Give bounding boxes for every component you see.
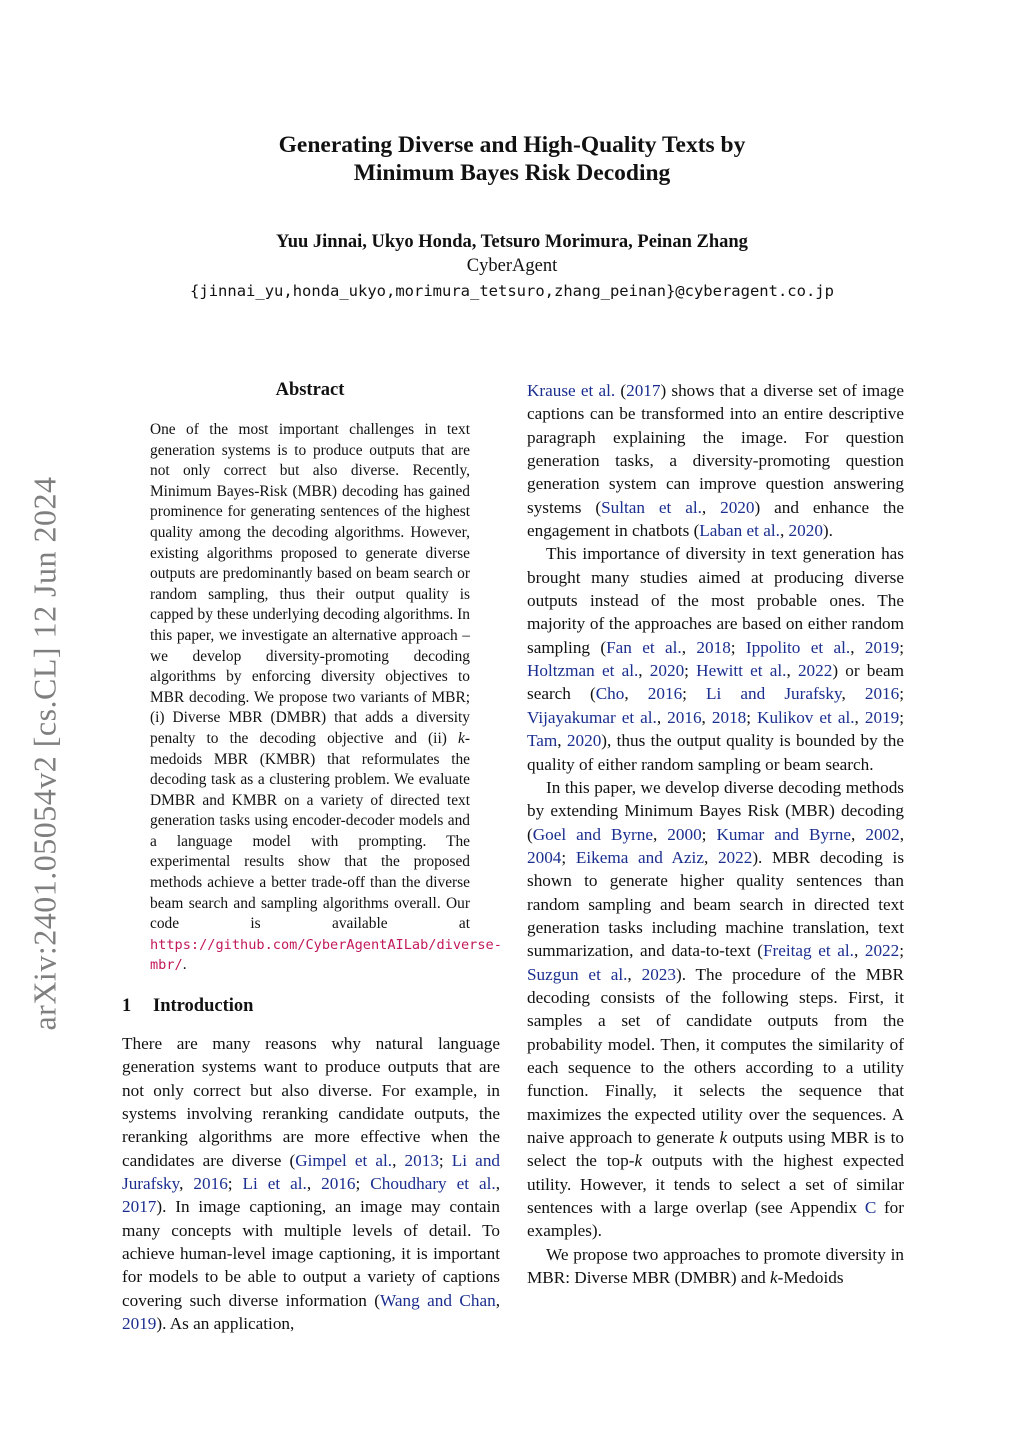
citation-link[interactable]: Li and Jurafsky	[122, 1150, 501, 1194]
text-run: ;	[684, 661, 697, 681]
section-number: 1	[122, 996, 132, 1016]
author-emails: {jinnai_yu,honda_ukyo,morimura_tetsuro,zhang_peinan}@cyberagent.co.jp	[190, 282, 834, 300]
text-run: ,	[652, 824, 668, 844]
citation-link[interactable]: 2019	[864, 707, 900, 727]
citation-link[interactable]: Holtzman et al.	[527, 661, 639, 681]
citation-link[interactable]: Krause et al.	[527, 381, 616, 400]
text-run: ,	[495, 1290, 501, 1310]
text-run: ,	[899, 824, 905, 844]
text-run: (	[615, 381, 627, 400]
citation-link[interactable]: Fan et al.	[606, 637, 682, 657]
citation-link[interactable]: Gimpel et al.	[295, 1150, 393, 1170]
citation-link[interactable]: Wang and Chan	[380, 1290, 496, 1310]
citation-link[interactable]: 2016	[193, 1174, 228, 1194]
citation-link[interactable]: Freitag et al.	[762, 941, 854, 961]
citation-link[interactable]: 2016	[321, 1174, 356, 1194]
citation-link[interactable]: 2016	[667, 707, 702, 727]
citation-link[interactable]: 2022	[797, 661, 833, 681]
text-run: ;	[899, 941, 904, 961]
text-run: ,	[779, 521, 789, 541]
text-run: ;	[701, 824, 717, 844]
author-list: Yuu Jinnai, Ukyo Honda, Tetsuro Morimura, Peinan Zhang	[276, 232, 748, 252]
citation-link[interactable]: Hewitt et al.	[696, 661, 787, 681]
title-line-2: Minimum Bayes Risk Decoding	[353, 160, 671, 186]
citation-link[interactable]: 2022	[717, 847, 753, 867]
text-run: ,	[786, 661, 798, 681]
citation-link[interactable]: 2002	[865, 824, 900, 844]
text-run: ,	[392, 1150, 405, 1170]
text-run: ,	[557, 731, 567, 751]
citation-link[interactable]: 2020	[649, 661, 685, 681]
citation-link[interactable]: Suzgun et al.	[527, 964, 628, 984]
text-run: In this paper, we develop diverse decoding methods by extending Minimum Bayes Risk (MBR) decoding (	[527, 777, 904, 844]
citation-link[interactable]: 2013	[404, 1150, 439, 1170]
text-run: ,	[841, 684, 865, 704]
citation-link[interactable]: Ippolito et al.	[745, 637, 851, 657]
citation-link[interactable]: Choudhary et al.	[370, 1174, 496, 1194]
text-run: outputs using MBR is to select the top-	[527, 1128, 905, 1171]
citation-link[interactable]: 2016	[647, 684, 683, 704]
text-run: ,	[701, 497, 721, 517]
text-run: ,	[627, 964, 642, 984]
text-run: ;	[438, 1150, 452, 1170]
math-k: k	[719, 1128, 728, 1147]
abstract-text-b: -medoids MBR (KMBR) that reformulates the decoding task as a clustering problem. We evaluate DMBR and KMBR on a variety of directed text generation tasks using encoder-decoder models and a language model with prompting. The experimental results show that the proposed methods achieve a better trade-off than the diverse beam search and sampling algorithms overall. Our code is available at	[150, 729, 470, 933]
citation-link[interactable]: 2019	[122, 1314, 157, 1334]
appendix-link[interactable]: C	[864, 1198, 877, 1218]
citation-link[interactable]: 2004	[527, 847, 562, 867]
abstract-text-a: One of the most important challenges in text generation systems is to produce outputs that are not only correct but also diverse. Recently, Minimum Bayes-Risk (MBR) decoding has gained prominence for generating sentences of the highest quality among the decoding algorithms. However, existing algorithms proposed to generate diverse outputs are predominantly based on beam search or random sampling, thus their output quality is capped by these underlying decoding algorithms. In this paper, we investigate an alternative approach – we develop diversity-promoting decoding algorithms by enforcing diversity objectives to MBR decoding. We propose two variants of MBR; (i) Diverse MBR (DMBR) that adds a diversity penalty to the decoding objective and (ii)	[150, 421, 470, 747]
citation-link[interactable]: 2000	[667, 824, 702, 844]
intro-paragraph-2	[527, 379, 904, 542]
intro-paragraph-3	[527, 542, 904, 775]
abstract-end: .	[182, 956, 187, 974]
citation-link[interactable]: 2016	[864, 684, 900, 704]
text-run: ,	[306, 1174, 322, 1194]
abstract-k-symbol: k	[458, 729, 465, 747]
text-run: ). In image captioning, an image may contain many concepts with multiple levels of detail. To achieve human-level image captioning, it is important for models to be able to output a variety of captions covering such diverse information (	[122, 1197, 500, 1310]
text-run: ,	[638, 661, 650, 681]
citation-link[interactable]: Sultan et al.	[601, 497, 702, 517]
affiliation: CyberAgent	[466, 256, 558, 276]
abstract-body	[150, 420, 502, 976]
text-run: for examples).	[527, 1198, 904, 1241]
text-run: ) or beam search (	[527, 661, 904, 704]
text-run: ,	[701, 707, 712, 727]
arxiv-identifier	[22, 452, 68, 1054]
intro-right-column	[527, 379, 904, 1289]
text-run: ,	[853, 941, 865, 961]
text-run: ). MBR decoding is shown to generate higher quality sentences than random sampling and beam search in directed text generation tasks including machine translation, text summarization, and data-to-text (	[527, 847, 905, 961]
text-run: ,	[624, 684, 648, 704]
citation-link[interactable]: Li and Jurafsky	[706, 684, 842, 704]
text-run: ;	[746, 707, 758, 727]
citation-link[interactable]: Tam	[527, 731, 558, 751]
text-run: ,	[681, 637, 697, 657]
section-title: Introduction	[153, 996, 254, 1016]
text-run: ) and enhance the engagement in chatbots (	[527, 497, 905, 541]
intro-paragraph-4	[527, 776, 904, 1243]
text-run: -Medoids	[777, 1268, 844, 1288]
text-run: ;	[227, 1174, 243, 1194]
text-run: There are many reasons why natural language generation systems want to produce outputs that are not only correct but also diverse. For example, in systems involving reranking candidate outputs, the reranking algorithms are more effective when the candidates are diverse (	[122, 1034, 500, 1170]
citation-link[interactable]: Cho	[595, 684, 625, 704]
text-run: ,	[495, 1174, 500, 1194]
text-run: ;	[561, 847, 576, 867]
citation-link[interactable]: 2017	[122, 1197, 157, 1217]
text-run: We propose two approaches to promote diversity in MBR: Diverse MBR (DMBR) and	[527, 1244, 904, 1288]
citation-link[interactable]: Vijayakumar et al.	[527, 707, 657, 727]
citation-link[interactable]: Laban et al.	[699, 521, 780, 541]
intro-paragraph-5	[527, 1243, 904, 1290]
code-repository-link[interactable]: https://github.com/CyberAgentAILab/diverse-mbr/	[150, 936, 502, 974]
intro-left-column	[122, 1032, 500, 1335]
citation-link[interactable]: 2020	[566, 731, 602, 751]
text-run: outputs with the highest expected utility. However, it tends to select a set of similar sentences with a large overlap (see Appendix	[527, 1151, 905, 1218]
citation-link[interactable]: 2018	[696, 637, 731, 657]
abstract-heading: Abstract	[275, 380, 345, 400]
citation-link[interactable]: 2019	[864, 637, 900, 657]
math-k: k	[770, 1268, 778, 1288]
text-run: ;	[730, 637, 746, 657]
math-k: k	[634, 1151, 643, 1171]
text-run: ,	[854, 707, 865, 727]
text-run: This importance of diversity in text generation has brought many studies aimed at producing diverse outputs instead of the most probable ones. The majority of the approaches are based on either random sampling (	[527, 544, 904, 657]
text-run: ;	[899, 684, 904, 704]
text-run: ), thus the output quality is bounded by the quality of either random sampling or beam search.	[527, 731, 905, 774]
citation-link[interactable]: 2020	[788, 521, 823, 541]
text-run: ,	[656, 707, 668, 727]
text-run: ). The procedure of the MBR decoding consists of the following steps. First, it samples a set of candidate outputs from the probability model. Then, it computes the similarity of each sequence to the others according to a utility function. Finally, it selects the sequence that maximizes the expected utility over the sequences. A naive approach to generate	[527, 964, 904, 1147]
citation-link[interactable]: Goel and Byrne	[532, 824, 653, 844]
text-run: ) shows that a diverse set of image captions can be transformed into an entire descriptive paragraph explaining the image. For question generation tasks, a diversity-promoting question generation system can improve question answering systems (	[527, 381, 905, 517]
text-run: ;	[899, 707, 905, 727]
citation-link[interactable]: 2020	[720, 497, 755, 517]
paper-title	[100, 131, 924, 187]
text-run: ;	[355, 1174, 371, 1194]
citation-link[interactable]: Li et al.	[242, 1174, 307, 1194]
text-run: ;	[899, 637, 905, 657]
text-run: ). As an application,	[156, 1314, 295, 1334]
title-line-1: Generating Diverse and High-Quality Texts by	[278, 132, 746, 158]
section-heading-introduction	[122, 994, 502, 1018]
text-run: ;	[682, 684, 707, 704]
citation-link[interactable]: 2017	[626, 381, 661, 400]
text-run: ,	[703, 847, 718, 867]
text-run: ).	[822, 521, 833, 541]
text-run: ,	[179, 1174, 194, 1194]
text-run: ,	[850, 637, 865, 657]
citation-link[interactable]: 2023	[641, 964, 676, 984]
text-run: ,	[851, 824, 866, 844]
citation-link[interactable]: Kumar and Byrne	[716, 824, 852, 844]
citation-link[interactable]: Eikema and Aziz	[575, 847, 704, 867]
citation-link[interactable]: 2022	[864, 941, 900, 961]
arxiv-stamp-text: arXiv:2401.05054v2 [cs.CL] 12 Jun 2024	[26, 475, 63, 1031]
citation-link[interactable]: Kulikov et al.	[757, 707, 855, 727]
intro-paragraph-1	[122, 1032, 500, 1335]
citation-link[interactable]: 2018	[711, 707, 747, 727]
